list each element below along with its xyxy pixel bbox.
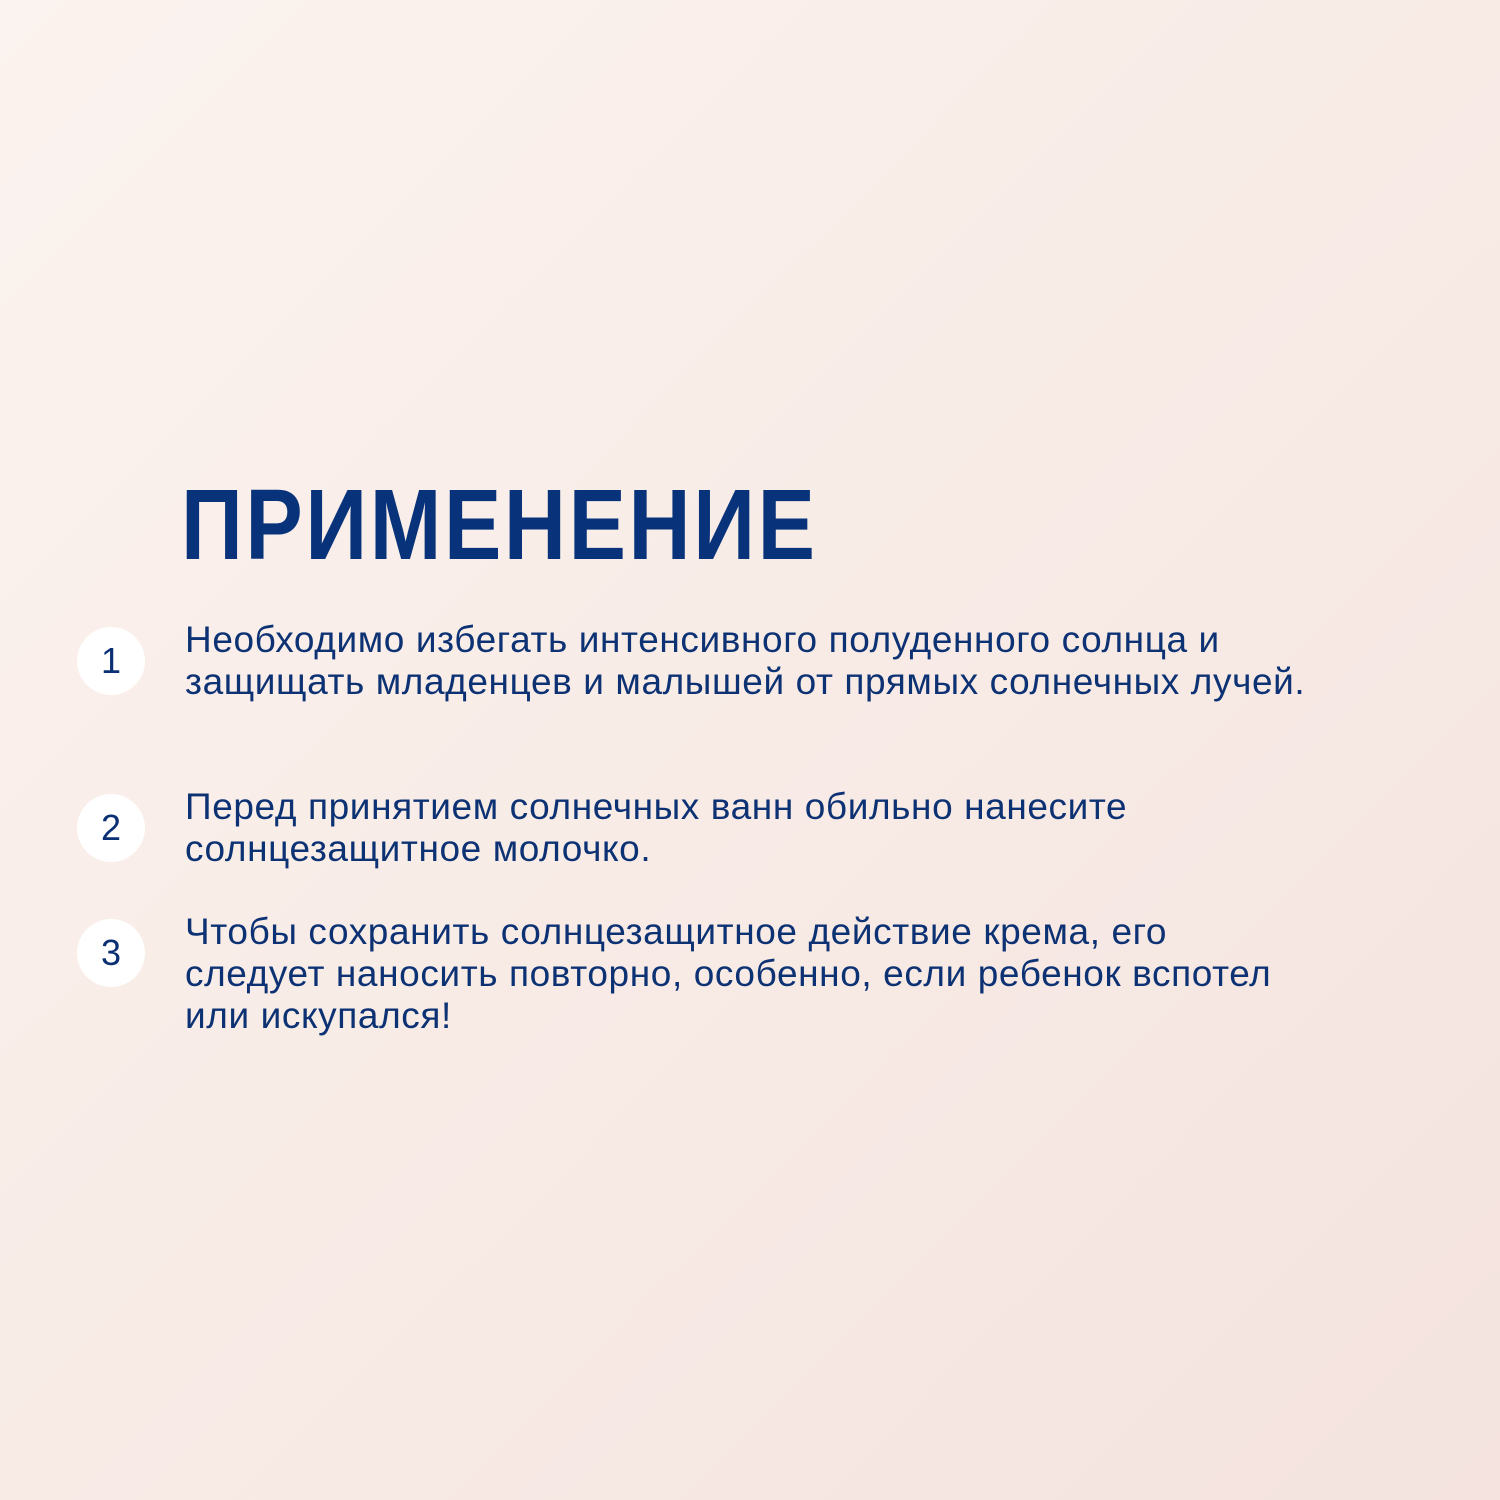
step-text: Перед принятием солнечных ванн обильно нанесите солнцезащитное молочко. — [185, 786, 1128, 869]
step-number-badge: 2 — [77, 794, 145, 862]
step-number-badge: 3 — [77, 919, 145, 987]
step-text: Чтобы сохранить солнцезащитное действие крема, его следует наносить повторно, особенно, если ребенок вспотел или искупался! — [185, 911, 1272, 1036]
step-number-badge: 1 — [77, 627, 145, 695]
page-title: ПРИМЕНЕНИЕ — [181, 469, 818, 581]
step-text: Необходимо избегать интенсивного полуденного солнца и защищать младенцев и малышей от прямых солнечных лучей. — [185, 619, 1306, 702]
